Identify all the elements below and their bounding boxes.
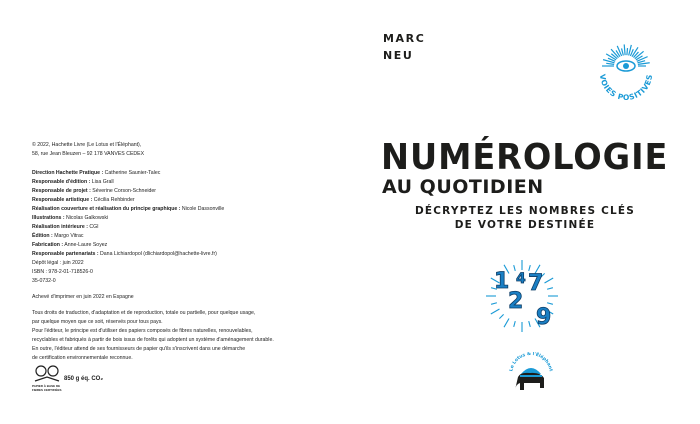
number-9: 9	[536, 305, 552, 330]
author-last-name: NEU	[383, 49, 414, 62]
tagline: DÉCRYPTEZ LES NOMBRES CLÉS	[414, 205, 636, 217]
credit-line	[32, 187, 156, 196]
number-2: 2	[508, 289, 524, 314]
eco-label: PAPIER À BASE DE FIBRES CERTIFIÉES	[32, 384, 62, 392]
credit-role: Illustrations :	[32, 215, 65, 221]
credit-name: Séverine Corson-Schneider	[90, 188, 156, 194]
number-7: 7	[528, 271, 544, 296]
credit-line	[32, 178, 114, 187]
credit-name: Anne-Laure Soyez	[63, 242, 108, 248]
book-subtitle: AU QUOTIDIEN	[382, 176, 544, 198]
carbon-footprint: 850 g éq. CO₂	[64, 376, 104, 382]
credit-role: Réalisation couverture et réalisation du principe graphique :	[32, 206, 181, 212]
printed-note: Achevé d'imprimer en juin 2022 en Espagne	[32, 294, 134, 300]
credit-line	[32, 205, 224, 214]
credit-role: Direction Hachette Pratique :	[32, 170, 104, 176]
credit-role: Édition :	[32, 233, 53, 239]
tagline: DE VOTRE DESTINÉE	[454, 219, 596, 231]
publisher-logo	[506, 352, 556, 396]
voies-positives-logo	[592, 38, 660, 106]
credit-role: Responsable partenariats :	[32, 251, 99, 257]
credit-line	[32, 169, 160, 178]
rights-line: Tous droits de traduction, d'adaptation et de reproduction, totale ou partielle, pour quelque usage,	[32, 310, 256, 316]
rights-line: recyclables et fabriqués à partir de bois issus de forêts qui adoptent un système d'aménagement durable.	[32, 337, 274, 343]
rights-line: de certification environnementale reconnue.	[32, 355, 133, 361]
credit-name: Margo Vitrac	[52, 233, 84, 239]
address-line: 58, rue Jean Bleuzen – 92 178 VANVES CEDEX	[32, 151, 145, 157]
credit-name: CGI	[87, 224, 99, 230]
credit-role: Réalisation intérieure :	[32, 224, 88, 230]
rights-line: par quelque moyen que ce soit, réservés pour tous pays.	[32, 319, 163, 325]
author-first-name: MARC	[383, 32, 426, 45]
credit-name: Nicole Dassonville	[180, 206, 225, 212]
credit-line	[32, 250, 217, 259]
credit-line	[32, 223, 99, 232]
number-4: 4	[516, 271, 526, 287]
credit-name: Cécilia Rehbinder	[92, 197, 135, 203]
numbers-illustration	[486, 256, 558, 336]
isbn: ISBN : 978-2-01-718526-0	[32, 269, 93, 275]
number-1: 1	[494, 269, 510, 294]
book-title: NUMÉROLOGIE	[381, 137, 669, 178]
credit-role: Responsable artistique :	[32, 197, 93, 203]
credit-role: Fabrication :	[32, 242, 64, 248]
credit-role: Responsable d'édition :	[32, 179, 91, 185]
credit-line	[32, 196, 135, 205]
credit-role: Responsable de projet :	[32, 188, 91, 194]
copyright-line: © 2022, Hachette Livre (Le Lotus et l'Éléphant),	[32, 142, 142, 148]
credit-name: Catherine Saunier-Talec	[103, 170, 161, 176]
legal-deposit: Dépôt légal : juin 2022	[32, 260, 84, 266]
rights-line: Pour l'éditeur, le principe est d'utiliser des papiers composés de fibres naturelles, renouvelables,	[32, 328, 253, 334]
credit-name: Lisa Grall	[90, 179, 114, 185]
credit-name: Nicolas Galkowski	[64, 215, 109, 221]
credit-line	[32, 241, 107, 250]
credit-name: Dana Lichiardopol (dlichiardopol@hachette-livre.fr)	[98, 251, 217, 257]
ref-number: 35-0732-0	[32, 278, 56, 284]
credit-line	[32, 232, 84, 241]
credit-line	[32, 214, 108, 223]
rights-line: En outre, l'éditeur attend de ses fournisseurs de papier qu'ils s'inscrivent dans une démarche	[32, 346, 246, 352]
svg-text:VOIES POSITIVES: VOIES POSITIVES	[597, 73, 655, 103]
svg-text:Le Lotus & l'Éléphant: Le Lotus & l'Éléphant	[509, 352, 553, 372]
eco-paper-icon	[32, 364, 62, 384]
